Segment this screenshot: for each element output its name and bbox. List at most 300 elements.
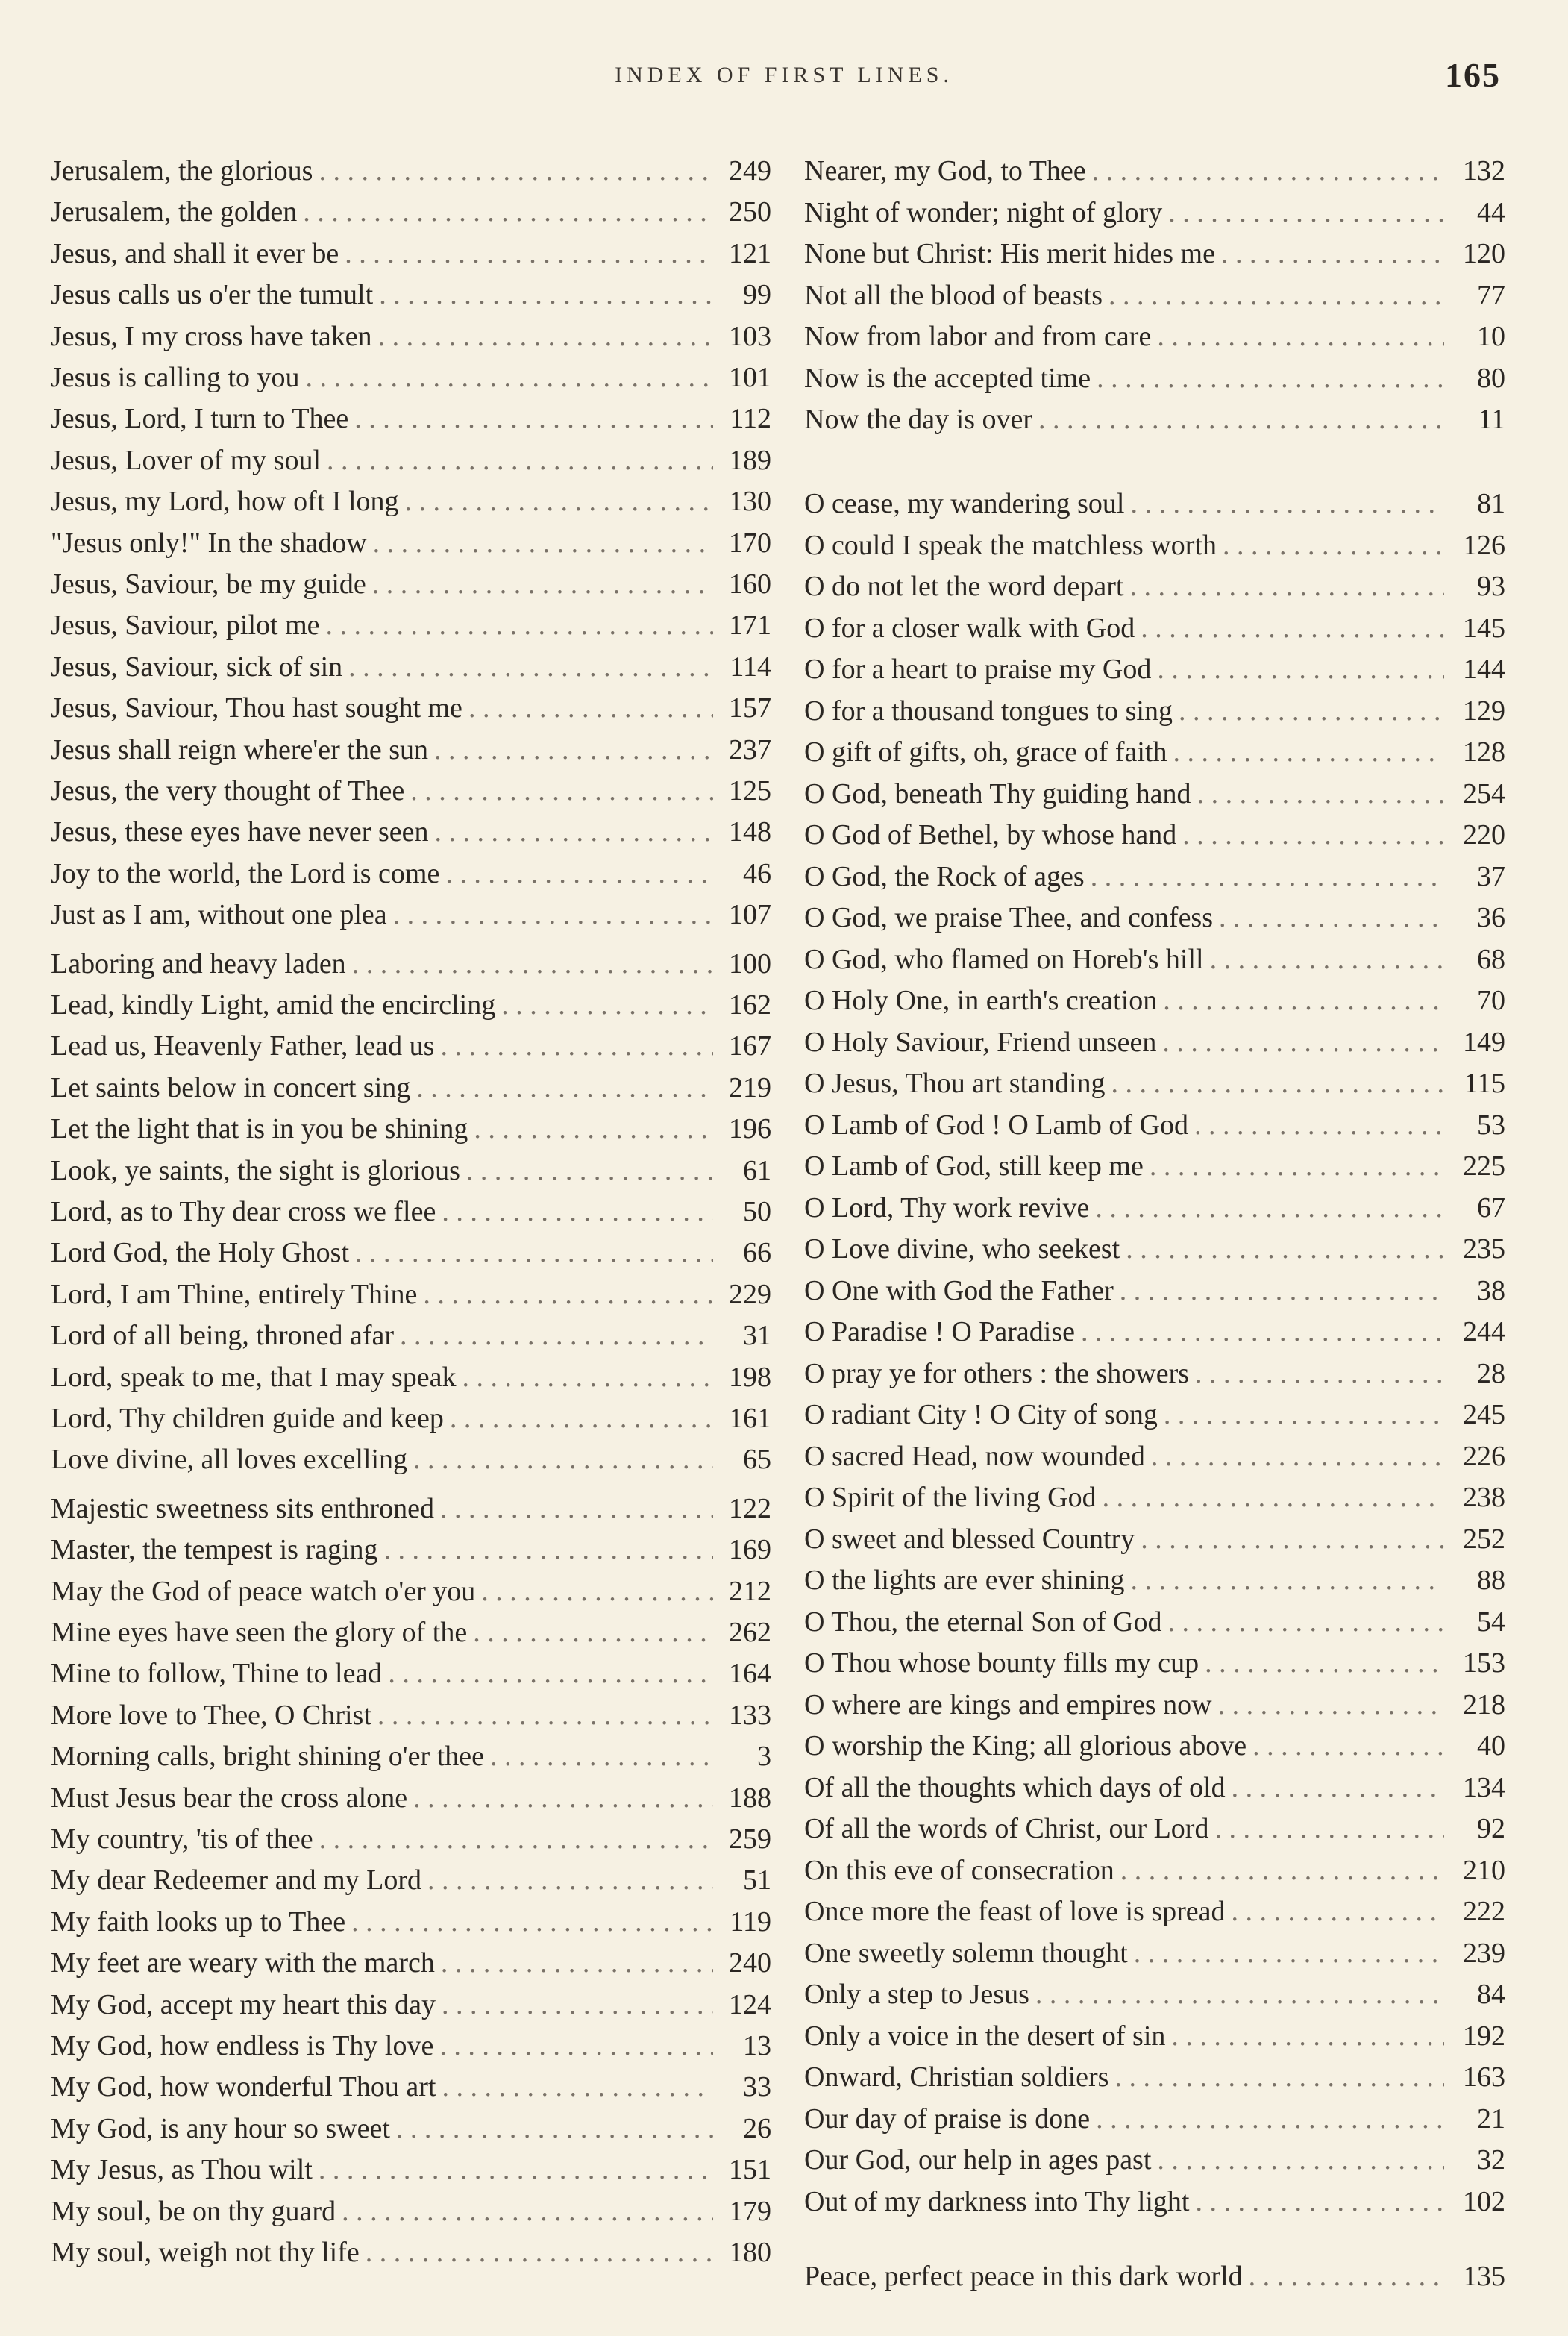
dot-leader <box>1249 2257 1444 2296</box>
first-line-text: Must Jesus bear the cross alone <box>51 1782 408 1814</box>
first-line-text: O Jesus, Thou art standing <box>804 1068 1106 1099</box>
index-entry <box>804 317 1505 356</box>
hymn-number: 50 <box>743 1196 771 1227</box>
first-line-text: Mine to follow, Thine to lead <box>51 1658 383 1690</box>
dot-leader <box>474 1109 713 1148</box>
first-line-text: O God of Bethel, by whose hand <box>804 819 1177 851</box>
first-line-text: Jesus, Saviour, pilot me <box>51 610 320 642</box>
hymn-number: 80 <box>1477 362 1505 394</box>
dot-leader <box>303 192 713 231</box>
dot-leader <box>1232 1892 1444 1931</box>
dot-leader <box>1232 1768 1444 1807</box>
hymn-number: 167 <box>729 1030 771 1062</box>
first-line-text: Jesus, my Lord, how oft I long <box>51 486 399 518</box>
first-line-text: O do not let the word depart <box>804 571 1124 602</box>
hymn-number: 192 <box>1463 2020 1505 2052</box>
first-line-text: My faith looks up to Thee <box>51 1906 346 1938</box>
index-entry <box>804 692 1505 730</box>
dot-leader <box>1035 1975 1444 2014</box>
first-line-text: Love divine, all loves excelling <box>51 1444 408 1476</box>
hymn-number: 70 <box>1477 985 1505 1016</box>
index-entry <box>804 151 1505 190</box>
hymn-number: 126 <box>1463 529 1505 561</box>
hymn-number: 179 <box>729 2195 771 2227</box>
index-entry <box>51 1275 771 1314</box>
dot-leader <box>427 1861 713 1900</box>
index-entry <box>51 151 771 190</box>
hymn-number: 259 <box>729 1823 771 1855</box>
dot-leader <box>1111 1064 1444 1103</box>
first-line-text: More love to Thee, O Christ <box>51 1699 371 1731</box>
dot-leader <box>1195 1354 1444 1393</box>
first-line-text: Let the light that is in you be shining <box>51 1113 468 1145</box>
hymn-number: 134 <box>1463 1771 1505 1803</box>
dot-leader <box>439 2026 713 2065</box>
index-entry <box>804 1768 1505 1807</box>
dot-leader <box>1150 1147 1444 1186</box>
dot-leader <box>1218 1685 1444 1724</box>
index-entry <box>51 730 771 769</box>
first-line-text: Of all the thoughts which days of old <box>804 1771 1226 1803</box>
first-line-text: O for a thousand tongues to sing <box>804 695 1173 727</box>
hymn-number: 102 <box>1463 2185 1505 2217</box>
dot-leader <box>326 606 713 645</box>
dot-leader <box>1131 1561 1444 1600</box>
first-line-text: O cease, my wandering soul <box>804 488 1125 519</box>
hymn-number: 54 <box>1477 1606 1505 1638</box>
first-line-text: Just as I am, without one plea <box>51 899 387 931</box>
dot-leader <box>1219 898 1444 937</box>
index-entry <box>51 1737 771 1776</box>
index-entry <box>51 945 771 983</box>
first-line-text: May the God of peace watch o'er you <box>51 1575 476 1607</box>
hymn-number: 225 <box>1463 1150 1505 1182</box>
dot-leader <box>306 358 713 397</box>
first-line-text: O Spirit of the living God <box>804 1482 1097 1513</box>
hymn-number: 132 <box>1463 155 1505 187</box>
first-line-text: Lead us, Heavenly Father, lead us <box>51 1030 435 1062</box>
dot-leader <box>1141 609 1444 648</box>
dot-leader <box>366 2233 713 2272</box>
first-line-text: O Holy One, in earth's creation <box>804 985 1158 1016</box>
first-line-text: Only a voice in the desert of sin <box>804 2020 1166 2052</box>
index-entry <box>51 2150 771 2189</box>
first-line-text: Once more the feast of love is spread <box>804 1896 1226 1927</box>
index-entry <box>804 1395 1505 1434</box>
first-line-text: Jesus, Lord, I turn to Thee <box>51 403 349 435</box>
dot-leader <box>462 1358 713 1397</box>
index-entry <box>51 1985 771 2024</box>
dot-leader <box>351 1903 713 1941</box>
dot-leader <box>1162 1023 1444 1062</box>
hymn-number: 163 <box>1463 2061 1505 2093</box>
dot-leader <box>1151 1437 1444 1476</box>
hymn-number: 33 <box>743 2071 771 2103</box>
index-entry <box>51 1613 771 1652</box>
first-line-text: Onward, Christian soldiers <box>804 2061 1109 2093</box>
dot-leader <box>377 1696 713 1735</box>
index-entry <box>51 812 771 851</box>
first-line-text: My soul, be on thy guard <box>51 2195 336 2227</box>
hymn-number: 66 <box>743 1237 771 1269</box>
index-entry <box>51 2192 771 2231</box>
dot-leader <box>490 1737 713 1776</box>
first-line-text: Joy to the world, the Lord is come <box>51 857 440 889</box>
first-line-text: Lord, Thy children guide and keep <box>51 1403 444 1434</box>
dot-leader <box>319 151 713 190</box>
first-line-text: O Paradise ! O Paradise <box>804 1316 1076 1347</box>
index-entry <box>51 358 771 397</box>
index-entry <box>51 565 771 604</box>
hymn-number: 68 <box>1477 943 1505 975</box>
hymn-number: 189 <box>729 444 771 476</box>
dot-leader <box>1157 650 1444 689</box>
first-line-text: Lord of all being, throned afar <box>51 1320 395 1352</box>
hymn-number: 250 <box>729 196 771 228</box>
hymn-number: 239 <box>1463 1937 1505 1969</box>
hymn-number: 145 <box>1463 612 1505 644</box>
dot-leader <box>413 1779 713 1817</box>
first-line-text: Peace, perfect peace in this dark world <box>804 2260 1243 2292</box>
hymn-number: 32 <box>1477 2144 1505 2176</box>
first-line-text: Jesus, Saviour, Thou hast sought me <box>51 692 462 724</box>
index-entry <box>804 2182 1505 2221</box>
index-entry <box>804 2257 1505 2296</box>
index-entry <box>51 1572 771 1611</box>
dot-leader <box>405 482 713 521</box>
first-line-text: Now from labor and from care <box>804 321 1152 352</box>
dot-leader <box>481 1572 713 1611</box>
index-entry <box>804 276 1505 315</box>
first-line-text: Laboring and heavy laden <box>51 948 346 980</box>
page-number: 165 <box>1445 56 1501 94</box>
hymn-number: 180 <box>729 2237 771 2268</box>
first-line-text: Jesus is calling to you <box>51 362 300 393</box>
index-entry <box>804 981 1505 1020</box>
index-entry <box>51 689 771 727</box>
first-line-text: Now is the accepted time <box>804 362 1091 394</box>
hymn-number: 235 <box>1463 1233 1505 1265</box>
first-line-text: Jesus, Saviour, be my guide <box>51 569 366 600</box>
dot-leader <box>1196 2182 1445 2221</box>
hymn-number: 249 <box>729 155 771 187</box>
index-entry <box>51 986 771 1024</box>
first-line-text: O worship the King; all glorious above <box>804 1730 1247 1762</box>
index-entry <box>804 609 1505 648</box>
hymn-number: 254 <box>1463 777 1505 810</box>
index-entry <box>51 1399 771 1438</box>
first-line-text: O could I speak the matchless worth <box>804 529 1217 561</box>
first-line-text: O where are kings and empires now <box>804 1688 1212 1720</box>
index-entry <box>804 193 1505 232</box>
dot-leader <box>1210 940 1444 979</box>
first-line-text: Lord, I am Thine, entirely Thine <box>51 1278 418 1310</box>
first-line-text: O gift of gifts, oh, grace of faith <box>804 736 1167 768</box>
index-entry <box>51 1027 771 1065</box>
first-line-text: Lead, kindly Light, amid the encircling <box>51 989 496 1021</box>
index-entry <box>51 1696 771 1735</box>
hymn-number: 148 <box>729 816 771 848</box>
index-entry <box>804 857 1505 896</box>
index-entry <box>51 1779 771 1817</box>
hymn-number: 151 <box>729 2154 771 2186</box>
dot-leader <box>400 1316 713 1355</box>
index-entry <box>804 2058 1505 2097</box>
dot-leader <box>327 441 713 480</box>
dot-leader <box>434 812 713 851</box>
hymn-number: 238 <box>1463 1482 1505 1513</box>
first-line-text: O Lamb of God, still keep me <box>804 1150 1144 1182</box>
hymn-number: 67 <box>1477 1192 1505 1224</box>
first-line-text: My feet are weary with the march <box>51 1947 435 1979</box>
hymn-number: 252 <box>1463 1523 1505 1555</box>
first-line-text: None but Christ: His merit hides me <box>804 238 1215 269</box>
hymn-number: 100 <box>729 948 771 980</box>
first-line-text: My God, how wonderful Thou art <box>51 2071 436 2103</box>
index-entry <box>804 1603 1505 1641</box>
dot-leader <box>416 1068 713 1107</box>
first-line-text: Of all the words of Christ, our Lord <box>804 1813 1209 1844</box>
dot-leader <box>1163 981 1444 1020</box>
dot-leader <box>319 2150 713 2189</box>
index-entry <box>51 524 771 563</box>
dot-leader <box>1092 151 1444 190</box>
index-entry <box>804 1478 1505 1517</box>
dot-leader <box>345 234 713 273</box>
dot-leader <box>352 945 713 983</box>
hymn-number: 153 <box>1463 1647 1505 1679</box>
dot-leader <box>423 1275 713 1314</box>
dot-leader <box>1038 400 1444 439</box>
index-entry <box>804 1271 1505 1310</box>
first-line-text: O for a heart to praise my God <box>804 654 1152 685</box>
index-entry <box>804 1354 1505 1393</box>
hymn-number: 93 <box>1477 571 1505 602</box>
dot-leader <box>434 730 713 769</box>
dot-leader <box>373 524 713 563</box>
hymn-number: 21 <box>1477 2102 1505 2135</box>
dot-leader <box>1095 1189 1444 1227</box>
dot-leader <box>441 1944 713 1982</box>
dot-leader <box>384 1530 713 1569</box>
dot-leader <box>1157 2141 1444 2179</box>
first-line-text: Lord God, the Holy Ghost <box>51 1237 350 1269</box>
first-line-text: Morning calls, bright shining o'er thee <box>51 1741 484 1773</box>
first-line-text: Let saints below in concert sing <box>51 1071 411 1103</box>
hymn-number: 11 <box>1478 404 1505 435</box>
index-entry <box>804 359 1505 398</box>
index-entry <box>51 275 771 314</box>
dot-leader <box>442 1192 713 1231</box>
hymn-number: 240 <box>729 1947 771 1979</box>
index-entry <box>804 1685 1505 1724</box>
first-line-text: Jesus, the very thought of Thee <box>51 775 405 807</box>
hymn-number: 46 <box>743 857 771 889</box>
first-line-text: Jerusalem, the golden <box>51 196 298 228</box>
hymn-number: 61 <box>743 1154 771 1186</box>
index-entry <box>51 1944 771 1982</box>
dot-leader <box>440 1027 713 1065</box>
first-line-text: Look, ye saints, the sight is glorious <box>51 1154 460 1186</box>
dot-leader <box>1223 526 1444 565</box>
first-line-text: Jesus, these eyes have never seen <box>51 816 429 848</box>
hymn-number: 26 <box>743 2112 771 2144</box>
hymn-number: 84 <box>1477 1979 1505 2010</box>
index-entry <box>51 648 771 686</box>
dot-leader <box>440 1489 713 1528</box>
index-entry <box>51 1903 771 1941</box>
first-line-text: My God, is any hour so sweet <box>51 2112 390 2144</box>
first-line-text: My God, how endless is Thy love <box>51 2030 434 2061</box>
index-entry <box>51 1068 771 1107</box>
first-line-text: O the lights are ever shining <box>804 1565 1125 1596</box>
index-entry <box>51 606 771 645</box>
first-line-text: Only a step to Jesus <box>804 1979 1029 2010</box>
hymn-number: 220 <box>1463 819 1505 851</box>
first-line-text: My country, 'tis of thee <box>51 1823 313 1855</box>
index-entry <box>804 2017 1505 2055</box>
hymn-number: 149 <box>1463 1026 1505 1058</box>
first-line-text: "Jesus only!" In the shadow <box>51 527 367 559</box>
dot-leader <box>1194 1106 1444 1144</box>
hymn-number: 164 <box>729 1658 771 1690</box>
hymn-number: 92 <box>1477 1813 1505 1844</box>
index-entry <box>51 1192 771 1231</box>
dot-leader <box>442 1985 713 2024</box>
hymn-number: 262 <box>729 1617 771 1648</box>
dot-leader <box>1097 359 1444 398</box>
index-entry <box>51 1861 771 1900</box>
first-line-text: O God, we praise Thee, and confess <box>804 902 1214 933</box>
index-entry <box>51 1233 771 1272</box>
first-line-text: O Lord, Thy work revive <box>804 1192 1090 1224</box>
index-entry <box>51 1654 771 1693</box>
dot-leader <box>1168 193 1444 232</box>
hymn-number: 53 <box>1477 1109 1505 1141</box>
index-entry <box>51 854 771 893</box>
index-entry <box>51 317 771 356</box>
hymn-number: 107 <box>729 899 771 931</box>
first-line-text: Jesus, I my cross have taken <box>51 320 372 352</box>
hymn-number: 226 <box>1463 1440 1505 1472</box>
first-line-text: Jesus shall reign where'er the sun <box>51 733 428 765</box>
hymn-number: 13 <box>743 2030 771 2061</box>
first-line-text: My Jesus, as Thou wilt <box>51 2154 313 2186</box>
first-line-text: O God, the Rock of ages <box>804 860 1085 892</box>
hymn-number: 188 <box>729 1782 771 1814</box>
hymn-number: 162 <box>729 989 771 1021</box>
first-line-text: Our day of praise is done <box>804 2102 1091 2135</box>
index-entry <box>804 1147 1505 1186</box>
index-entry <box>51 1440 771 1479</box>
dot-leader <box>1157 317 1444 356</box>
dot-leader <box>1164 1395 1444 1434</box>
hymn-number: 36 <box>1477 902 1505 933</box>
index-entry <box>804 484 1505 523</box>
dot-leader <box>1221 234 1444 273</box>
first-line-text: Night of wonder; night of glory <box>804 196 1163 228</box>
hymn-number: 31 <box>743 1320 771 1352</box>
hymn-number: 121 <box>729 237 771 269</box>
dot-leader <box>1179 692 1444 730</box>
first-line-text: Lord, as to Thy dear cross we flee <box>51 1196 436 1227</box>
dot-leader <box>1205 1644 1444 1682</box>
first-line-text: O Thou, the eternal Son of God <box>804 1606 1162 1638</box>
first-line-text: Master, the tempest is raging <box>51 1534 378 1566</box>
index-entry <box>804 567 1505 606</box>
first-line-text: O Lamb of God ! O Lamb of God <box>804 1109 1189 1141</box>
first-line-text: O radiant City ! O City of song <box>804 1399 1158 1430</box>
index-entry <box>804 234 1505 273</box>
hymn-number: 51 <box>743 1864 771 1897</box>
index-entry <box>804 526 1505 565</box>
hymn-number: 196 <box>729 1113 771 1145</box>
index-entry <box>51 1820 771 1859</box>
dot-leader <box>1173 733 1444 771</box>
first-line-text: Jerusalem, the glorious <box>51 155 313 187</box>
hymn-number: 135 <box>1463 2260 1505 2292</box>
hymn-number: 170 <box>729 527 771 559</box>
dot-leader <box>442 2067 713 2106</box>
index-entry <box>51 2067 771 2106</box>
hymn-number: 161 <box>729 1403 771 1434</box>
hymn-number: 144 <box>1463 654 1505 685</box>
index-entry <box>51 1489 771 1528</box>
hymn-number: 130 <box>729 486 771 518</box>
hymn-number: 115 <box>1464 1068 1505 1099</box>
dot-leader <box>473 1613 713 1652</box>
index-entry <box>804 1312 1505 1351</box>
hymn-number: 133 <box>729 1699 771 1731</box>
index-entry <box>804 898 1505 937</box>
dot-leader <box>378 317 713 356</box>
dot-leader <box>1091 857 1444 896</box>
dot-leader <box>1141 1520 1444 1559</box>
dot-leader <box>501 986 713 1024</box>
first-line-text: O God, beneath Thy guiding hand <box>804 777 1191 810</box>
index-entry <box>804 1064 1505 1103</box>
dot-leader <box>1129 567 1444 606</box>
index-entry <box>51 234 771 273</box>
first-line-text: My soul, weigh not thy life <box>51 2237 360 2268</box>
dot-leader <box>466 1151 713 1190</box>
dot-leader <box>1182 815 1444 854</box>
index-entry <box>804 1561 1505 1600</box>
hymn-number: 103 <box>729 320 771 352</box>
hymn-number: 88 <box>1477 1565 1505 1596</box>
first-line-text: Not all the blood of beasts <box>804 279 1103 311</box>
index-entry <box>804 1644 1505 1682</box>
hymn-number: 229 <box>729 1278 771 1310</box>
first-line-text: Lord, speak to me, that I may speak <box>51 1361 457 1393</box>
hymn-number: 65 <box>743 1444 771 1476</box>
dot-leader <box>388 1654 713 1693</box>
hymn-number: 157 <box>729 692 771 724</box>
index-entry <box>804 1851 1505 1890</box>
dot-leader <box>354 399 713 438</box>
index-entry <box>804 400 1505 439</box>
index-entry <box>804 2099 1505 2138</box>
index-entry <box>804 1726 1505 1765</box>
hymn-number: 171 <box>729 610 771 642</box>
dot-leader <box>1131 484 1445 523</box>
dot-leader <box>1171 2017 1444 2055</box>
hymn-number: 40 <box>1477 1730 1505 1762</box>
dot-leader <box>445 854 713 893</box>
first-line-text: Nearer, my God, to Thee <box>804 155 1086 187</box>
hymn-number: 119 <box>730 1906 771 1938</box>
dot-leader <box>1120 1271 1444 1310</box>
